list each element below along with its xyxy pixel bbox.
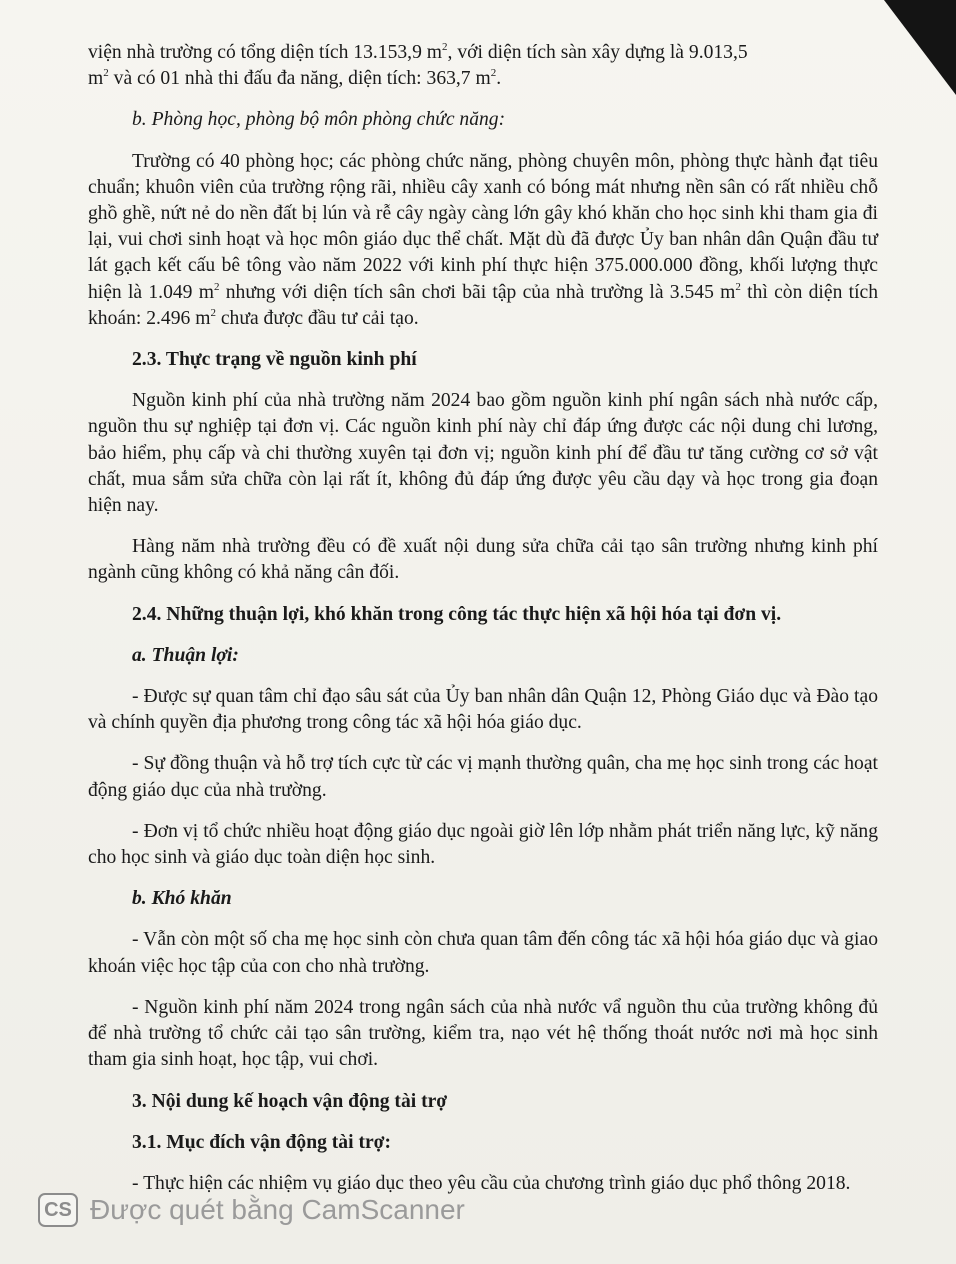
camscanner-logo-icon: CS — [38, 1193, 78, 1227]
difficulty-item-2: - Nguồn kinh phí năm 2024 trong ngân sách của nhà nước vẩ nguồn thu của trường không đủ để nhà trường tổ chức cải tạo sân trường, kiểm tra, nạo vét hệ thống thoát nước nơi mà học sinh tham gia sinh hoạt, học tập, vui chơi. — [88, 996, 878, 1071]
heading-3-1: 3.1. Mục đích vận động tài trợ: — [132, 1131, 392, 1153]
heading-3: 3. Nội dung kế hoạch vận động tài trợ — [132, 1090, 448, 1112]
advantage-item-3: - Đơn vị tổ chức nhiều hoạt động giáo dục ngoài giờ lên lớp nhằm phát triển năng lực, kỹ năng cho học sinh và giáo dục toàn diện học sinh. — [88, 820, 878, 869]
camscanner-watermark — [38, 1190, 465, 1230]
heading-difficulties: b. Khó khăn — [132, 888, 232, 910]
advantage-item-2: - Sự đồng thuận và hỗ trợ tích cực từ các vị mạnh thường quân, cha mẹ học sinh trong các hoạt động giáo dục của nhà trường. — [88, 753, 878, 801]
document-body — [88, 40, 878, 1197]
paragraph-classrooms: Trường có 40 phòng học; các phòng chức năng, phòng chuyên môn, phòng thực hành đạt tiêu chuẩn; khuôn viên của trường rộng rãi, nhiều cây xanh có bóng mát nhưng nền sân có rất nhiều chỗ ghồ ghề, nứt nẻ do nền đất bị lún và rễ cây ngày càng lớn gây khó khăn cho học sinh khi tham gia đi lại, vui chơi sinh hoạt và học môn giáo dục thể chất. Mặt dù đã được Ủy ban nhân dân Quận đầu tư lát gạch kết cấu bê tông vào năm 2022 với kinh phí thực hiện 375.000.000 đồng, khối lượng thực hiện là 1.049 $m^2$ nhưng với diện tích sân chơi bãi tập của nhà trường là 3.545 $m^2$ thì còn diện tích khoán: 2.496 $m^2$ chưa được đầu tư cải tạo. — [88, 150, 879, 329]
heading-advantages: a. Thuận lợi: — [132, 644, 239, 666]
heading-section-b: b. Phòng học, phòng bộ môn phòng chức năng: — [132, 109, 506, 131]
purpose-item-1: - Thực hiện các nhiệm vụ giáo dục theo yêu cầu của chương trình giáo dục phổ thông 2018. — [132, 1172, 851, 1194]
paragraph-funding-2: Hàng năm nhà trường đều có đề xuất nội dung sửa chữa cải tạo sân trường nhưng kinh phí ngành cũng không có khả năng cân đối. — [88, 536, 878, 584]
paragraph-funding-1: Nguồn kinh phí của nhà trường năm 2024 bao gồm nguồn kinh phí ngân sách nhà nước cấp, nguồn thu sự nghiệp tại đơn vị. Các nguồn kinh phí này chỉ đáp ứng được các nội dung chi lương, bảo hiểm, phụ cấp và chi thường xuyên tại đơn vị; nguồn kinh phí để đầu tư tăng cường cơ sở vật chất, mua sắm sửa chữa còn lại rất ít, không đủ đáp ứng được yêu cầu dạy và học trong gia đoạn hiện nay. — [88, 390, 878, 517]
heading-2-4: 2.4. Những thuận lợi, khó khăn trong công tác thực hiện xã hội hóa tại đơn vị. — [132, 603, 782, 625]
watermark-text: Được quét bằng CamScanner — [90, 1194, 465, 1225]
heading-2-3: 2.3. Thực trạng về nguồn kinh phí — [132, 349, 417, 371]
advantage-item-1: - Được sự quan tâm chỉ đạo sâu sát của Ủy ban nhân dân Quận 12, Phòng Giáo dục và Đào tạo và chính quyền địa phương trong công tác xã hội hóa giáo dục. — [88, 686, 878, 734]
difficulty-item-1: - Vẫn còn một số cha mẹ học sinh còn chưa quan tâm đến công tác xã hội hóa giáo dục và giao khoán việc học tập của con cho nhà trường. — [88, 929, 878, 977]
page-corner-shadow — [866, 0, 956, 95]
paragraph-area: viện nhà trường có tổng diện tích 13.153,9 $m^2$, với diện tích sàn xây dựng là 9.013,5 $m^2$ và có 01 nhà thi đấu đa năng, diện tích: 363,7 $m^2$. — [88, 41, 748, 90]
